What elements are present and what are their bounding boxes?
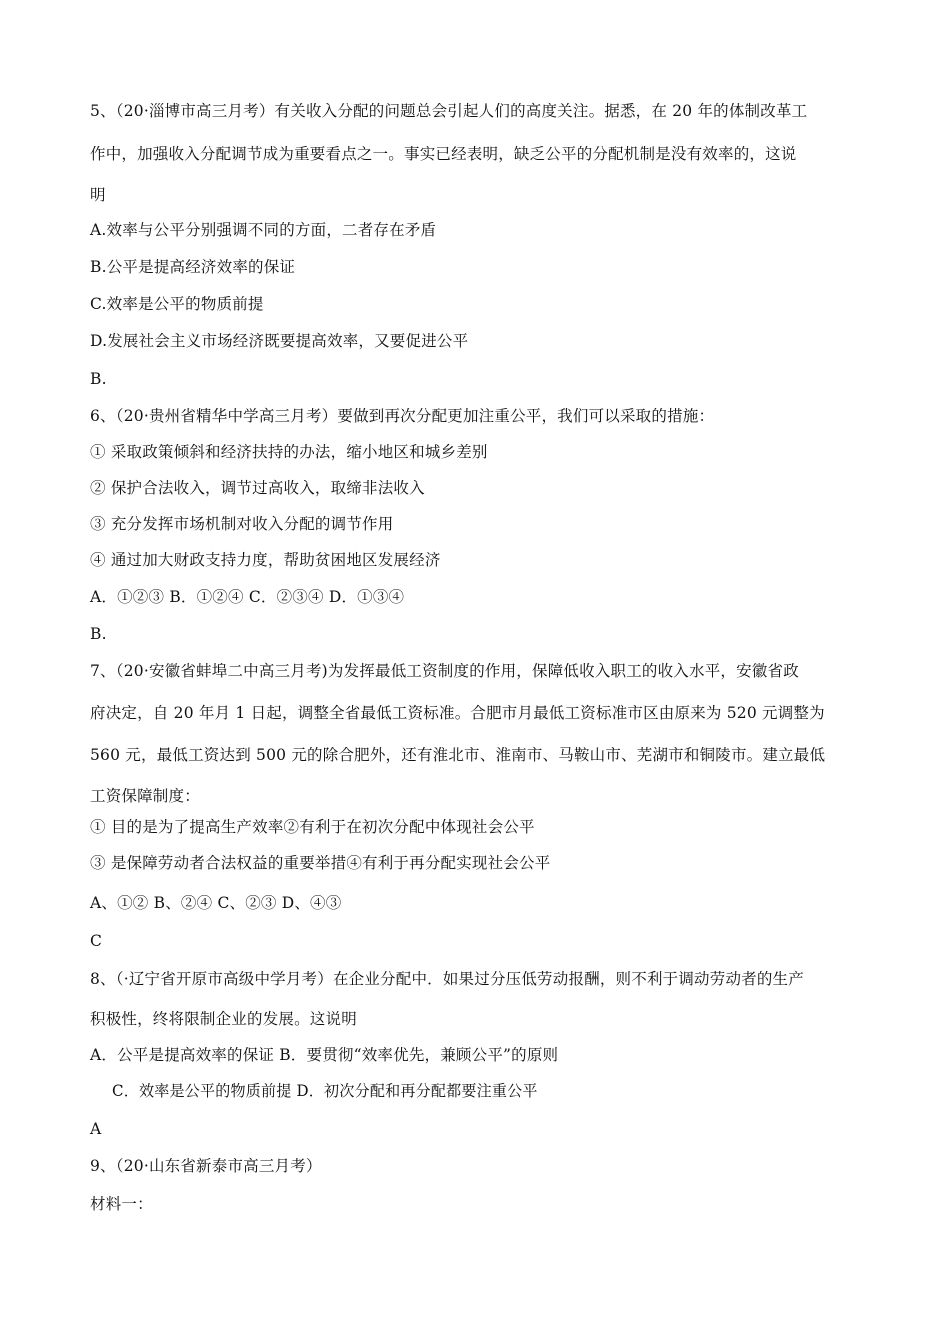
q9-stem: 9、（20·山东省新泰市高三月考） — [90, 1157, 322, 1175]
q5-stem-line3: 明 — [90, 186, 106, 204]
q8-stem-line2: 积极性，终将限制企业的发展。这说明 — [90, 1010, 357, 1028]
q5-option-d: D.发展社会主义市场经济既要提高效率，又要促进公平 — [90, 332, 469, 350]
q5-stem-line1: 5、（20·淄博市高三月考）有关收入分配的问题总会引起人们的高度关注。据悉，在 20 年的体制改革工 — [90, 102, 808, 120]
q7-items-1-2: ① 目的是为了提高生产效率②有利于在初次分配中体现社会公平 — [90, 818, 535, 836]
q8-stem-line1: 8、（·辽宁省开原市高级中学月考）在企业分配中．如果过分压低劳动报酬，则不利于调动劳动者的生产 — [90, 970, 804, 988]
q7-items-3-4: ③ 是保障劳动者合法权益的重要举措④有利于再分配实现社会公平 — [90, 854, 551, 872]
q8-options-ab: A．公平是提高效率的保证 B．要贯彻“效率优先，兼顾公平”的原则 — [90, 1046, 559, 1064]
q8-answer: A — [90, 1120, 102, 1138]
q5-stem-line2: 作中，加强收入分配调节成为重要看点之一。事实已经表明，缺乏公平的分配机制是没有效率的，这说 — [90, 145, 797, 163]
q7-stem-line4: 工资保障制度： — [90, 787, 200, 805]
q5-answer: B. — [90, 370, 107, 388]
q6-answer: B. — [90, 625, 107, 643]
q7-stem-line2: 府决定，自 20 年月 1 日起，调整全省最低工资标准。合肥市月最低工资标准市区由原来为 520 元调整为 — [90, 704, 825, 722]
q7-answer: C — [90, 932, 103, 950]
q7-stem-line1: 7、（20·安徽省蚌埠二中高三月考)为发挥最低工资制度的作用，保障低收入职工的收入水平，安徽省政 — [90, 662, 799, 680]
q5-option-c: C.效率是公平的物质前提 — [90, 295, 264, 313]
q6-options: A．①②③ B．①②④ C．②③④ D．①③④ — [90, 588, 405, 606]
q6-stem: 6、（20·贵州省精华中学高三月考）要做到再次分配更加注重公平，我们可以采取的措施： — [90, 407, 715, 425]
q8-options-cd: C．效率是公平的物质前提 D．初次分配和再分配都要注重公平 — [112, 1082, 538, 1100]
q9-material-label: 材料一： — [90, 1195, 153, 1213]
q5-option-b: B.公平是提高经济效率的保证 — [90, 258, 296, 276]
q7-options: A、①② B、②④ C、②③ D、④③ — [90, 894, 342, 912]
q6-item-1: ① 采取政策倾斜和经济扶持的办法，缩小地区和城乡差别 — [90, 443, 488, 461]
q5-option-a: A.效率与公平分别强调不同的方面，二者存在矛盾 — [90, 221, 437, 239]
q6-item-3: ③ 充分发挥市场机制对收入分配的调节作用 — [90, 515, 394, 533]
q6-item-2: ② 保护合法收入，调节过高收入，取缔非法收入 — [90, 479, 425, 497]
q7-stem-line3: 560 元，最低工资达到 500 元的除合肥外，还有淮北市、淮南市、马鞍山市、芜湖市和铜陵市。建立最低 — [90, 746, 826, 764]
q6-item-4: ④ 通过加大财政支持力度，帮助贫困地区发展经济 — [90, 551, 441, 569]
